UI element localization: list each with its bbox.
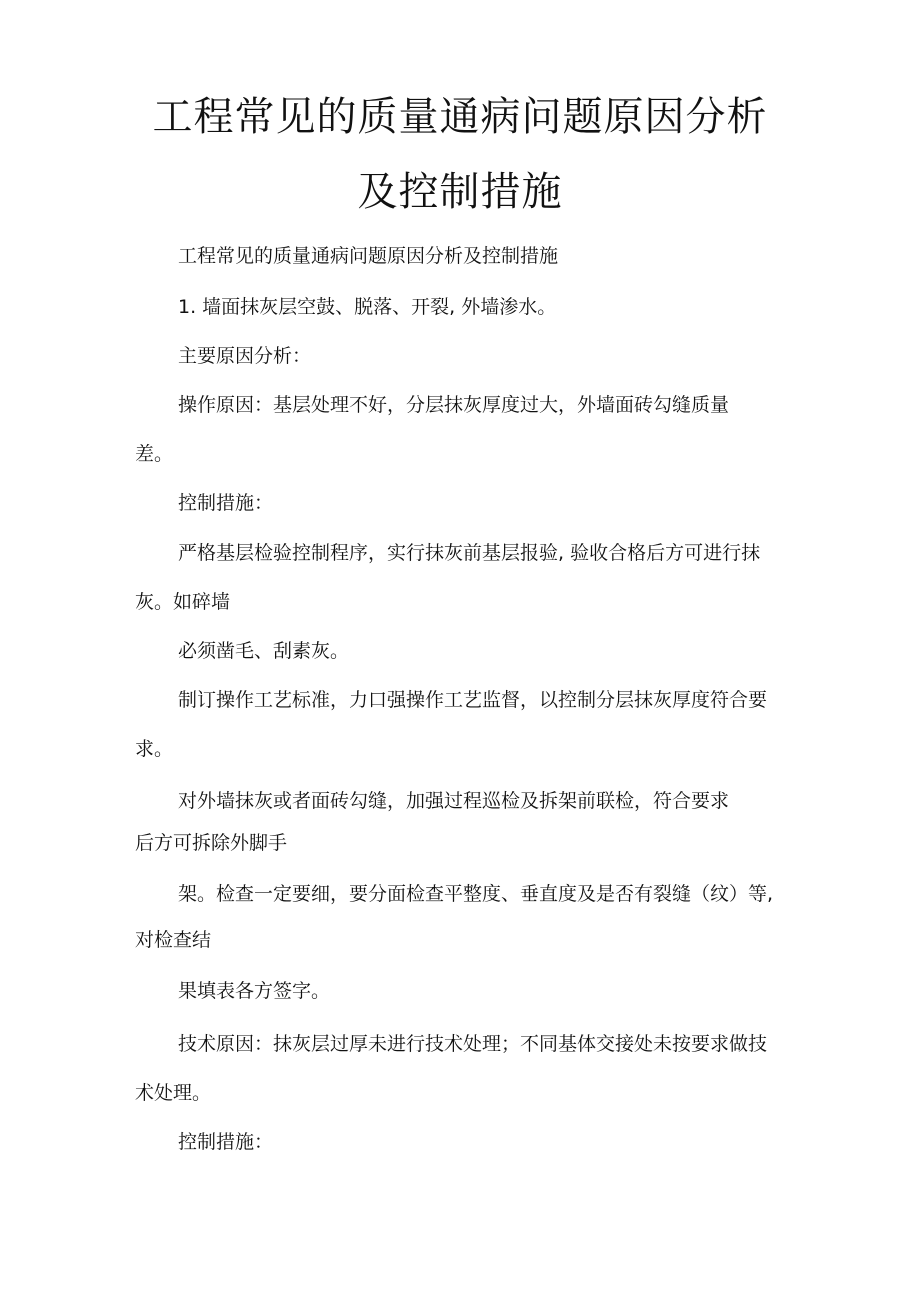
document-title-line-1: 工程常见的质量通病问题原因分析 (152, 94, 768, 140)
paragraph-line: 严格基层检验控制程序，实行抹灰前基层报验, 验收合格后方可进行抹 (178, 542, 761, 564)
item-1-heading: 1. 墙面抹灰层空鼓、脱落、开裂, 外墙渗水。 (178, 296, 557, 318)
document-title-line-2: 及控制措施 (357, 169, 563, 215)
control-measures-heading: 控制措施： (178, 492, 274, 514)
paragraph-line: 后方可拆除外脚手 (135, 832, 288, 854)
paragraph-line: 术处理。 (135, 1082, 212, 1104)
paragraph-line: 技术原因：抹灰层过厚未进行技术处理；不同基体交接处未按要求做技 (178, 1033, 768, 1055)
paragraph-line: 果填表各方签字。 (178, 980, 331, 1002)
paragraph-line: 对外墙抹灰或者面砖勾缝，加强过程巡检及拆架前联检，符合要求 (178, 790, 730, 812)
paragraph-line: 操作原因：基层处理不好，分层抹灰厚度过大，外墙面砖勾缝质量 (178, 394, 730, 416)
paragraph-line: 求。 (135, 738, 174, 760)
paragraph-line: 灰。如碎墙 (135, 591, 231, 613)
paragraph-line: 制订操作工艺标准，力口强操作工艺监督，以控制分层抹灰厚度符合要 (178, 689, 768, 711)
paragraph-line: 必须凿毛、刮素灰。 (178, 640, 350, 662)
paragraph-line: 对检查结 (135, 929, 212, 951)
intro-heading: 工程常见的质量通病问题原因分析及控制措施 (178, 245, 559, 267)
main-cause-heading: 主要原因分析： (178, 345, 312, 367)
paragraph-line: 架。检查一定要细，要分面检查平整度、垂直度及是否有裂缝（纹）等, (178, 883, 774, 905)
paragraph-line: 差。 (135, 443, 174, 465)
control-measures-heading: 控制措施： (178, 1131, 274, 1153)
